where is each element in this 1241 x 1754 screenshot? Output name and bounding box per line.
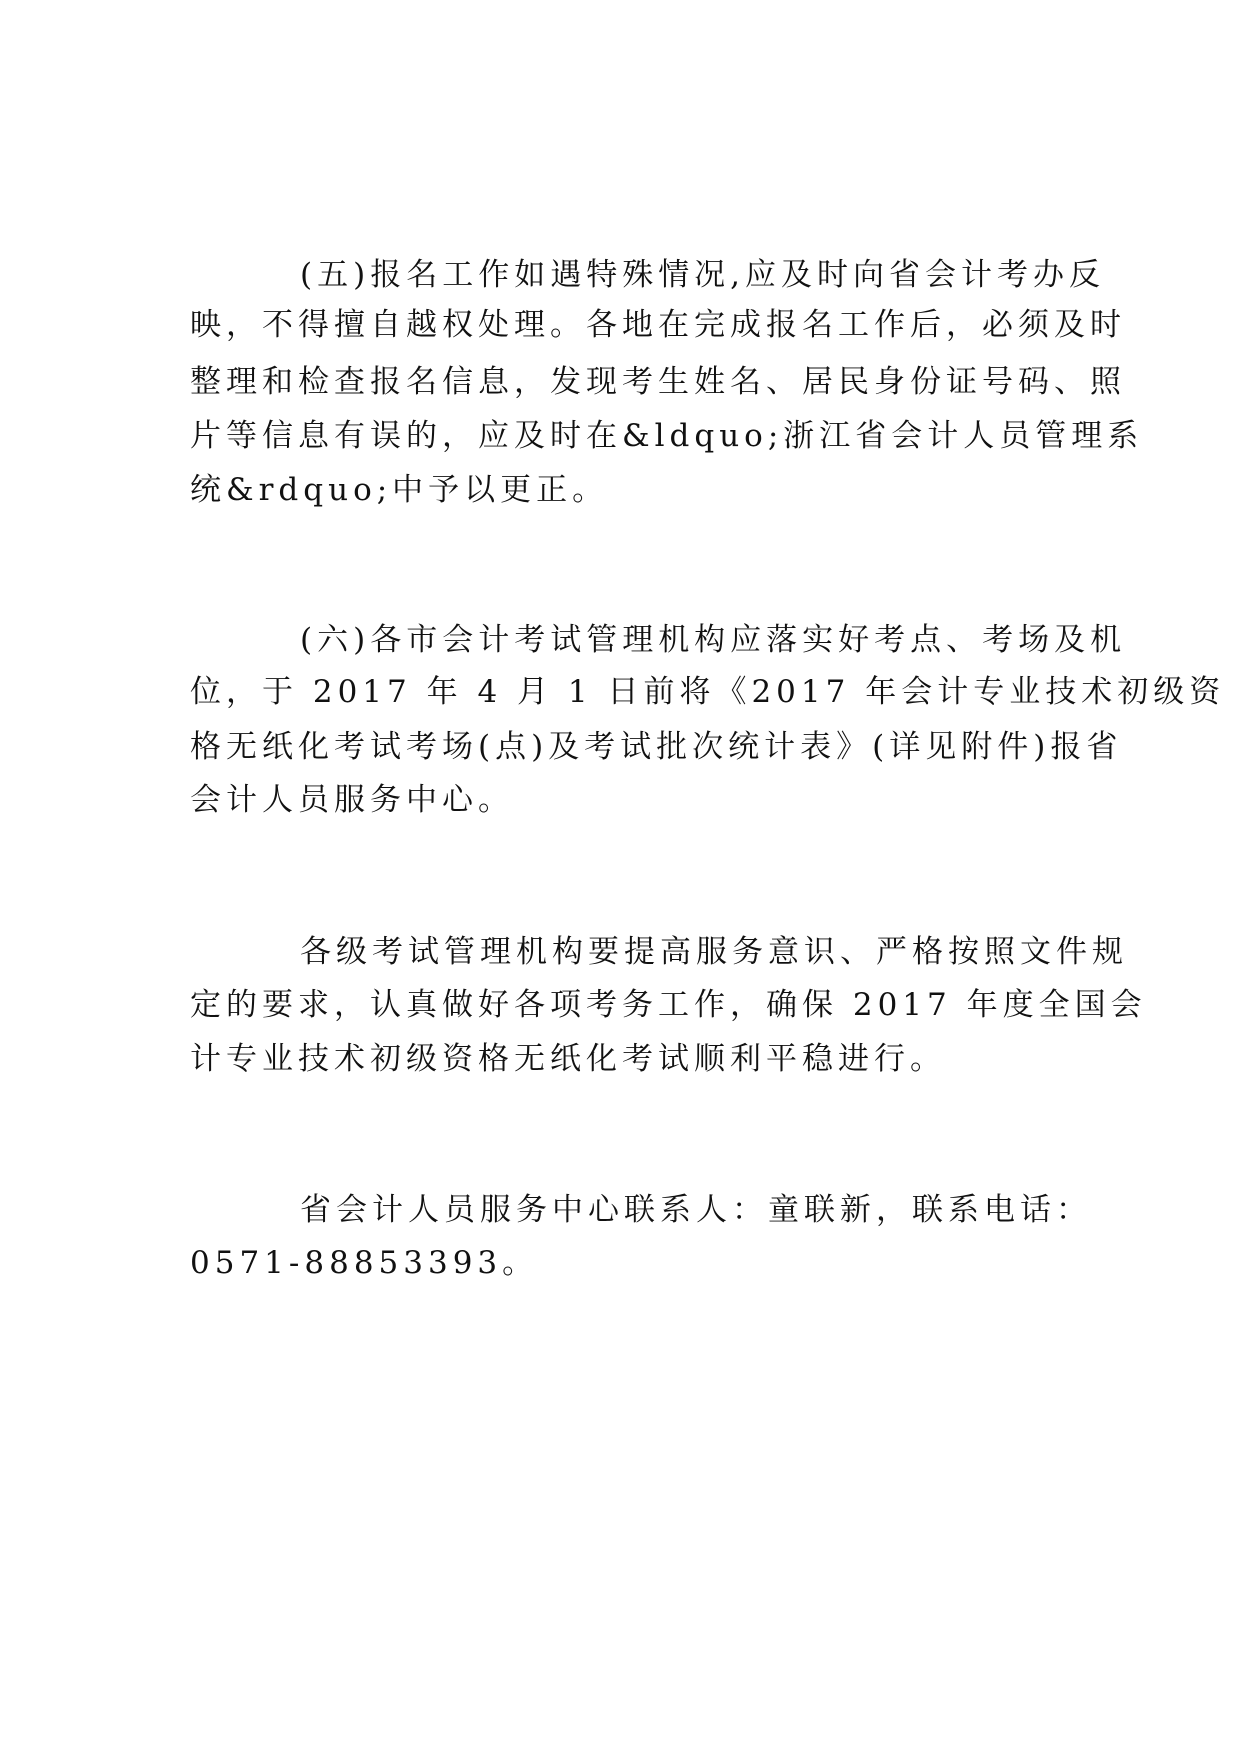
- paragraph-line: (六)各市会计考试管理机构应落实好考点、考场及机: [300, 622, 1127, 658]
- paragraph-line: (五)报名工作如遇特殊情况,应及时向省会计考办反: [300, 257, 1106, 293]
- paragraph-line: 统&rdquo;中予以更正。: [190, 472, 609, 508]
- paragraph-line: 片等信息有误的，应及时在&ldquo;浙江省会计人员管理系: [190, 418, 1144, 454]
- paragraph-line: 映，不得擅自越权处理。各地在完成报名工作后，必须及时: [190, 307, 1126, 343]
- paragraph-line: 0571-88853393。: [190, 1245, 539, 1281]
- paragraph-line: 会计人员服务中心。: [190, 782, 514, 818]
- paragraph-line: 定的要求，认真做好各项考务工作，确保 2017 年度全国会: [190, 987, 1147, 1023]
- paragraph-line: 格无纸化考试考场(点)及考试批次统计表》(详见附件)报省: [190, 729, 1123, 765]
- paragraph-line: 整理和检查报名信息，发现考生姓名、居民身份证号码、照: [190, 364, 1126, 400]
- paragraph-line: 计专业技术初级资格无纸化考试顺利平稳进行。: [190, 1041, 946, 1077]
- paragraph-line: 各级考试管理机构要提高服务意识、严格按照文件规: [300, 934, 1128, 970]
- paragraph-line: 位，于 2017 年 4 月 1 日前将《2017 年会计专业技术初级资: [190, 674, 1226, 710]
- paragraph-line: 省会计人员服务中心联系人：童联新，联系电话：: [300, 1192, 1092, 1228]
